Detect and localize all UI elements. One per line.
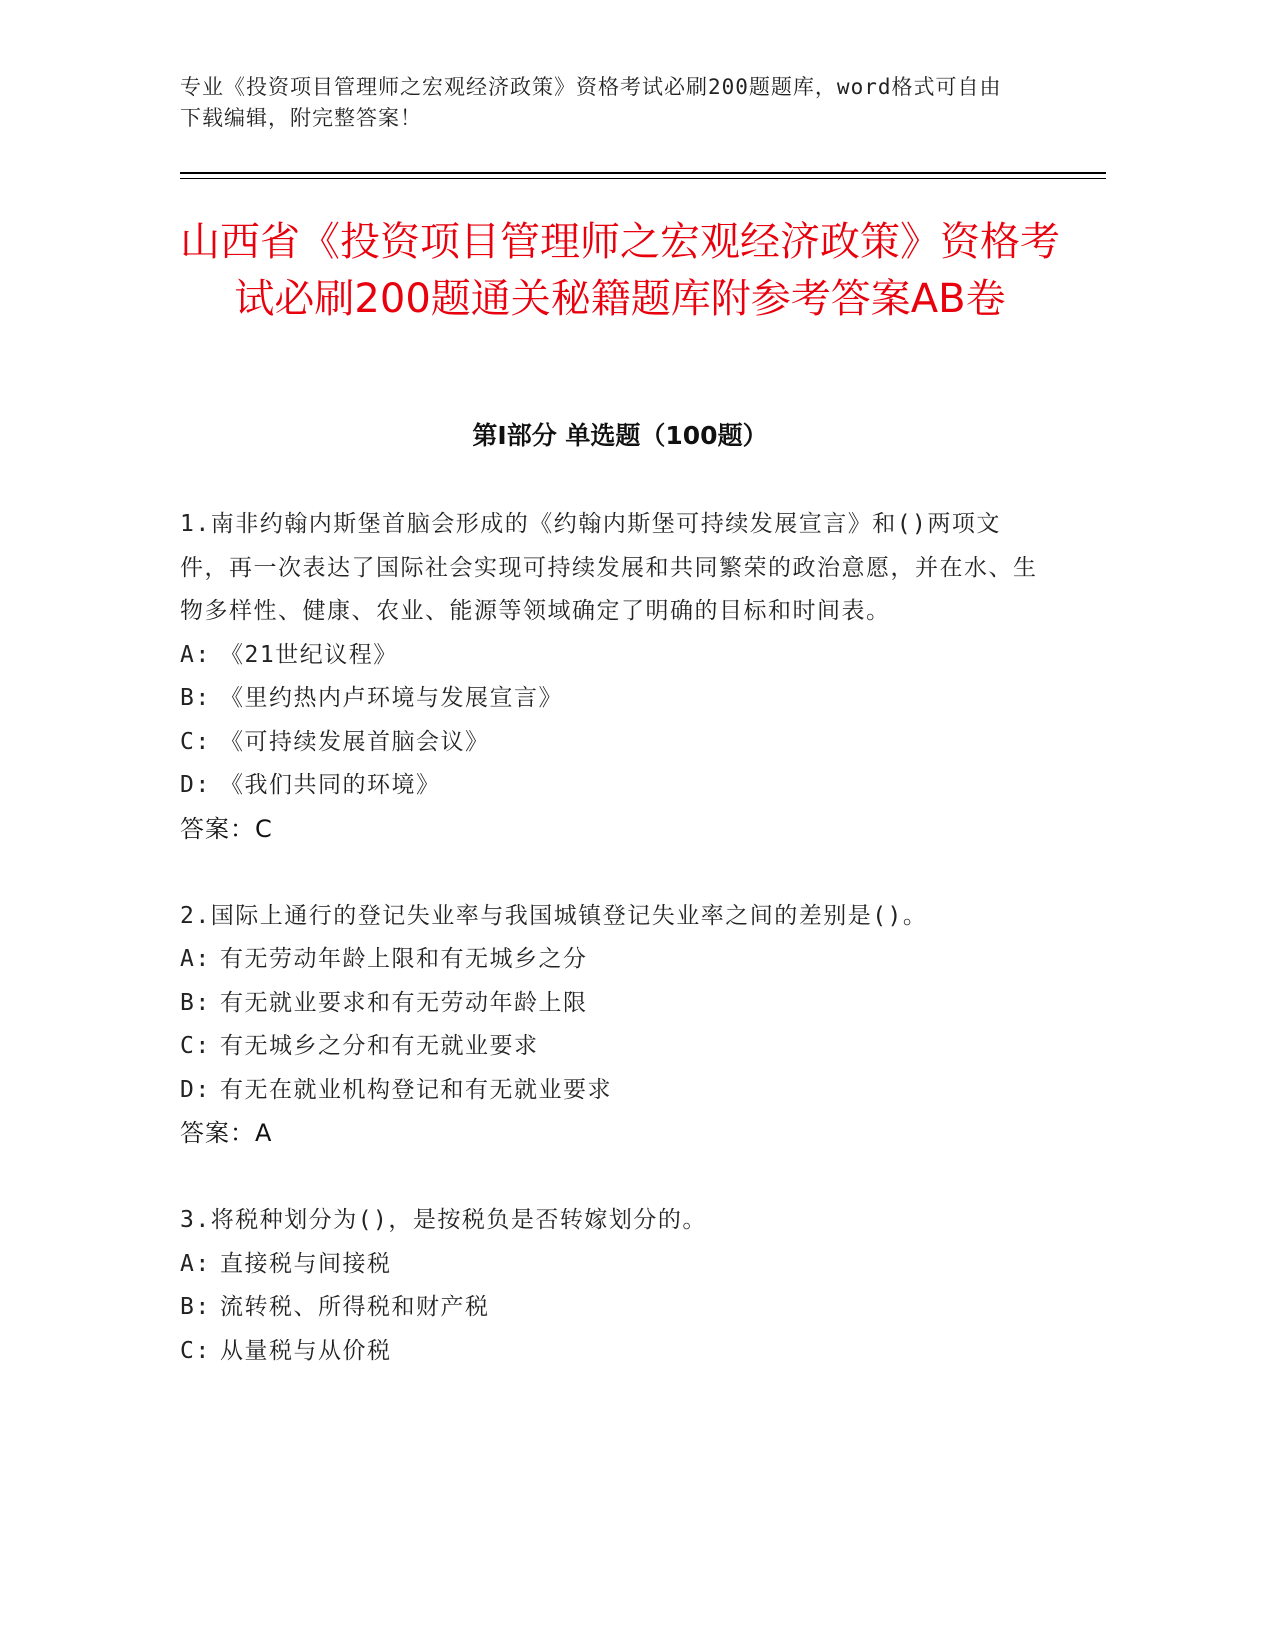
answer-line: 答案：A	[180, 1119, 273, 1147]
option-text: 《21世纪议程》	[220, 641, 398, 668]
question-list	[180, 503, 1040, 1373]
option-text: 有无城乡之分和有无就业要求	[220, 1033, 539, 1059]
option-d	[180, 1069, 1040, 1113]
header-divider-thick	[180, 172, 1106, 174]
question-stem: 1.南非约翰内斯堡首脑会形成的《约翰内斯堡可持续发展宣言》和()两项文件，再一次表达了国际社会实现可持续发展和共同繁荣的政治意愿，并在水、生物多样性、健康、农业、能源等领域确定了明确的目标和时间表。	[180, 511, 1038, 624]
header-note: 专业《投资项目管理师之宏观经济政策》资格考试必刷200题题库，word格式可自由下载编辑，附完整答案！	[180, 75, 1002, 130]
option-letter: B:	[180, 1294, 211, 1320]
option-letter: D:	[180, 1076, 211, 1103]
option-text: 直接税与间接税	[220, 1250, 392, 1277]
option-letter: A:	[180, 1250, 211, 1277]
option-c	[180, 1330, 1040, 1374]
document-title: 山西省《投资项目管理师之宏观经济政策》资格考试必刷200题通关秘籍题库附参考答案AB卷	[180, 219, 1060, 322]
option-text: 流转税、所得税和财产税	[220, 1294, 490, 1320]
option-c	[180, 721, 1040, 765]
question-2	[180, 895, 1040, 1156]
option-letter: A:	[180, 641, 211, 668]
question-3	[180, 1199, 1040, 1373]
question-stem: 2.国际上通行的登记失业率与我国城镇登记失业率之间的差别是()。	[180, 902, 928, 929]
option-text: 《可持续发展首脑会议》	[220, 728, 490, 755]
option-letter: C:	[180, 1337, 211, 1364]
option-text: 《我们共同的环境》	[220, 772, 441, 798]
option-letter: D:	[180, 772, 211, 798]
header-divider-thin	[180, 178, 1106, 179]
option-d	[180, 764, 1040, 808]
question-1	[180, 503, 1040, 851]
option-text: 从量税与从价税	[220, 1337, 392, 1364]
option-letter: B:	[180, 989, 211, 1016]
option-b	[180, 677, 1040, 721]
option-letter: B:	[180, 685, 211, 711]
option-a	[180, 634, 1040, 678]
option-a	[180, 1243, 1040, 1287]
option-letter: C:	[180, 1033, 211, 1059]
option-b	[180, 982, 1040, 1026]
answer-line: 答案：C	[180, 814, 273, 843]
option-c	[180, 1025, 1040, 1069]
option-letter: C:	[180, 728, 211, 755]
option-letter: A:	[180, 946, 211, 972]
option-text: 有无就业要求和有无劳动年龄上限	[220, 989, 588, 1016]
option-b	[180, 1286, 1040, 1330]
option-a	[180, 938, 1040, 982]
question-stem: 3.将税种划分为()，是按税负是否转嫁划分的。	[180, 1207, 707, 1233]
option-text: 有无在就业机构登记和有无就业要求	[220, 1076, 612, 1103]
section-heading: 第Ⅰ部分 单选题（100题）	[472, 421, 768, 450]
option-text: 《里约热内卢环境与发展宣言》	[220, 685, 563, 711]
option-text: 有无劳动年龄上限和有无城乡之分	[220, 946, 588, 972]
